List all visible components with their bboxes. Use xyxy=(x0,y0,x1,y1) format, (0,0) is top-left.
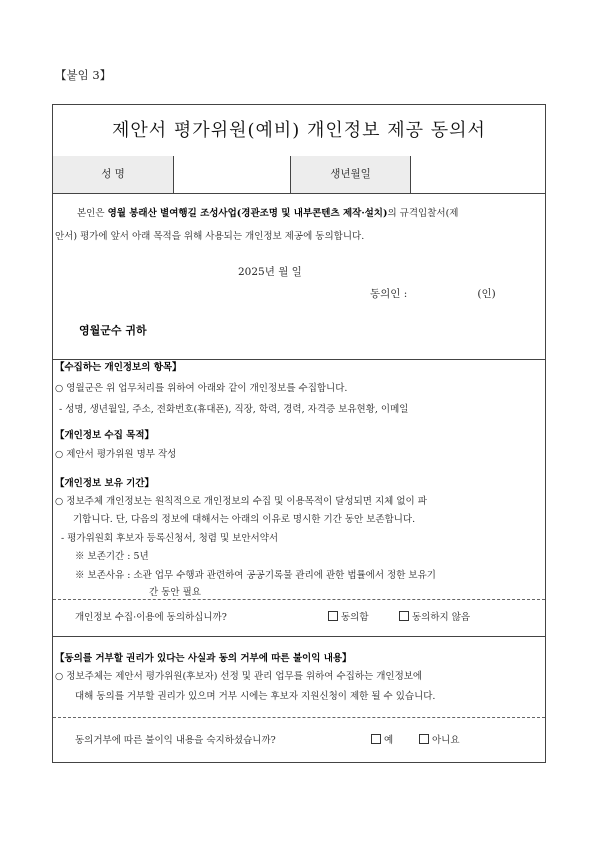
addressee: 영월군수 귀하 xyxy=(79,324,147,337)
divider xyxy=(53,193,545,194)
divider xyxy=(53,599,545,600)
no-label: 아니요 xyxy=(432,735,460,746)
refuse-heading: 【동의를 거부할 권리가 있다는 사실과 동의 거부에 따른 불이익 내용】 xyxy=(55,653,352,664)
intro-prefix: 본인은 xyxy=(77,208,108,219)
retention-line4: ※ 보존기간 : 5년 xyxy=(75,551,149,562)
retention-heading: 【개인정보 보유 기간】 xyxy=(55,478,155,489)
purpose-line1: ○ 제안서 평가위원 명부 작성 xyxy=(55,449,177,460)
birth-field[interactable] xyxy=(411,156,545,193)
consent-form xyxy=(52,104,546,763)
agree-label: 동의함 xyxy=(341,612,369,623)
name-label: 성 명 xyxy=(53,156,173,193)
purpose-heading: 【개인정보 수집 목적】 xyxy=(55,430,155,441)
collect-line1: ○ 영월군은 위 업무처리를 위하여 아래와 같이 개인정보를 수집합니다. xyxy=(55,383,348,394)
intro-suffix: 의 규격입찰서(제 xyxy=(387,208,459,219)
consent-line2: 안서) 평가에 앞서 아래 목적을 위해 사용되는 개인정보 제공에 동의합니다. xyxy=(55,231,365,242)
retention-line1: ○ 정보주체 개인정보는 원칙적으로 개인정보의 수집 및 이용목적이 달성되면 지체 없이 파 xyxy=(55,496,427,507)
collect-line2: - 성명, 생년월일, 주소, 전화번호(휴대폰), 직장, 학력, 경력, 자격증 보유현황, 이메일 xyxy=(59,404,409,415)
refuse-line2: 대해 동의를 거부할 권리가 있으며 거부 시에는 후보자 지원신청이 제한 될 수 있습니다. xyxy=(75,691,436,702)
birth-label: 생년월일 xyxy=(291,156,410,193)
agree-checkbox[interactable] xyxy=(328,609,369,626)
retention-line2: 기합니다. 단, 다음의 정보에 대해서는 아래의 이유로 명시한 기간 동안 보존합니다. xyxy=(73,514,416,525)
consent-question: 개인정보 수집·이용에 동의하십니까? xyxy=(75,612,227,623)
yes-label: 예 xyxy=(384,735,394,746)
name-field[interactable] xyxy=(174,156,290,193)
checkbox-icon xyxy=(399,611,409,621)
divider xyxy=(53,717,545,718)
yes-checkbox[interactable] xyxy=(371,732,393,749)
no-checkbox[interactable] xyxy=(419,732,460,749)
attachment-label: 【붙임 3】 xyxy=(55,68,112,82)
checkbox-icon xyxy=(328,611,338,621)
consent-date[interactable]: 2025년 월 일 xyxy=(238,266,302,278)
disagree-checkbox[interactable] xyxy=(399,609,470,626)
checkbox-icon xyxy=(419,734,429,744)
refuse-line1: ○ 정보주체는 제안서 평가위원(후보자) 선정 및 관리 업무를 위하여 수집하는 개인정보에 xyxy=(55,671,423,682)
project-name: 영월 봉래산 별여행길 조성사업(경관조명 및 내부콘텐츠 제작·설치) xyxy=(107,208,388,219)
retention-line6: 간 동안 필요 xyxy=(149,587,201,598)
collect-heading: 【수집하는 개인정보의 항목】 xyxy=(55,362,182,373)
disadvantage-question: 동의거부에 따른 불이익 내용을 숙지하셨습니까? xyxy=(75,735,276,746)
signer-line[interactable]: 동의인 : (인) xyxy=(370,288,496,300)
disagree-label: 동의하지 않음 xyxy=(412,612,471,623)
consent-intro xyxy=(63,205,458,222)
divider xyxy=(53,636,545,637)
checkbox-icon xyxy=(371,734,381,744)
retention-line5: ※ 보존사유 : 소관 업무 수행과 관련하여 공공기록물 관리에 관한 법률에서 정한 보유기 xyxy=(75,570,436,581)
form-title: 제안서 평가위원(예비) 개인정보 제공 동의서 xyxy=(112,120,486,141)
retention-line3: - 평가위원회 후보자 등록신청서, 청렴 및 보안서약서 xyxy=(61,533,279,544)
